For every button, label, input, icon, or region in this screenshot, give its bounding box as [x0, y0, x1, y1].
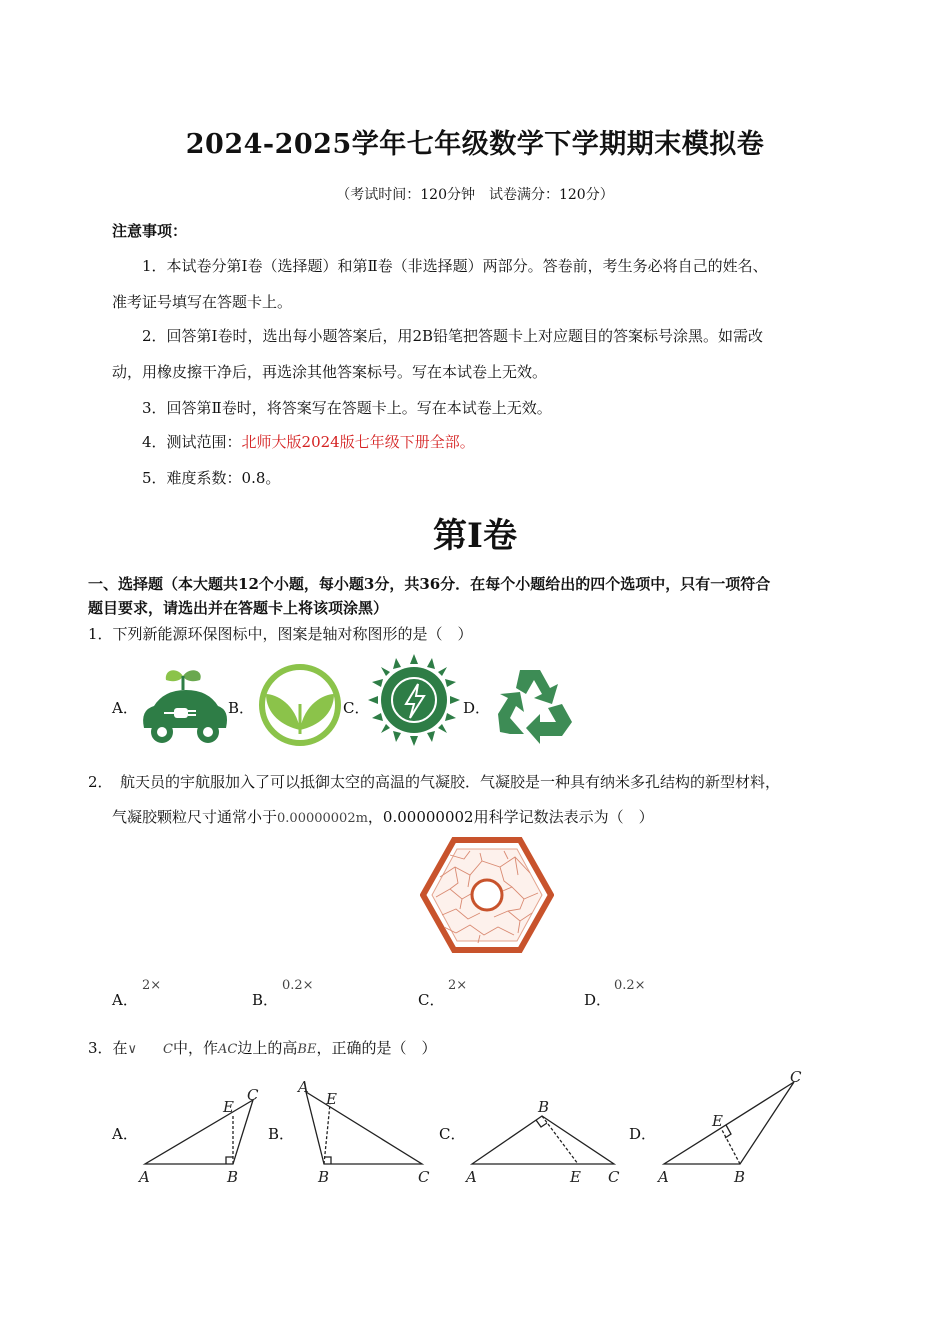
- test-scope: 北师大版2024版七年级下册全部: [241, 433, 460, 451]
- q3-math-be: BE: [297, 1042, 317, 1057]
- q3-option-c: C．: [439, 1125, 466, 1143]
- q3-math-triangle: ∨ C: [127, 1042, 174, 1057]
- section-title: 第Ⅰ卷: [433, 516, 517, 556]
- q2-option-c-math: 2×: [448, 978, 468, 993]
- part1-heading: 一、选择题（本大题共12个小题，每小题3分，共36分．在每个小题给出的四个选项中，只有一项符合 题目要求，请选出并在答题卡上将该项涂黑）: [88, 575, 771, 617]
- q3-figure-d: [654, 1068, 808, 1188]
- notice-item-3: 3．回答第Ⅱ卷时，将答案写在答题卡上。写在本试卷上无效。: [142, 399, 552, 417]
- label-c: C: [418, 1168, 430, 1186]
- notice-item-4: 4．测试范围：北师大版2024版七年级下册全部。: [142, 433, 475, 451]
- q2-option-c: C．: [418, 991, 445, 1009]
- label-e: E: [223, 1098, 234, 1116]
- q1-option-c: C．: [343, 699, 370, 717]
- exam-info: （考试时间：120分钟 试卷满分：120分）: [336, 187, 614, 203]
- q1-stem: 1．下列新能源环保图标中，图案是轴对称图形的是（ ）: [88, 625, 473, 643]
- eco-car-icon: [136, 668, 231, 748]
- label-e: E: [570, 1168, 581, 1186]
- q2-stem-line2: 气凝胶颗粒尺寸通常小于0.00000002m，0.00000002用科学记数法表示为（ ）: [112, 808, 654, 826]
- label-a: A: [139, 1168, 150, 1186]
- q3-figure-c: [462, 1096, 626, 1188]
- q2-option-a-math: 2×: [142, 978, 162, 993]
- q3-option-b: B．: [268, 1125, 295, 1143]
- label-c: C: [608, 1168, 620, 1186]
- q1-option-d: D．: [463, 699, 491, 717]
- q3-figure-a: [135, 1082, 265, 1188]
- notice-item-5: 5．难度系数：0.8。: [142, 469, 281, 487]
- q3-option-d: D．: [629, 1125, 657, 1143]
- label-e: E: [326, 1090, 337, 1108]
- label-e: E: [712, 1112, 723, 1130]
- q3-stem: 3．在∨ C中，作AC边上的高BE，正确的是（ ）: [88, 1039, 437, 1057]
- label-a: A: [658, 1168, 669, 1186]
- solar-energy-icon: [368, 654, 460, 746]
- aerogel-hexagon-image: [420, 837, 554, 953]
- q3-math-ac: AC: [218, 1042, 238, 1057]
- q3-figure-b: [292, 1074, 437, 1188]
- q2-option-d-math: 0.2×: [614, 978, 646, 993]
- label-c: C: [790, 1068, 802, 1086]
- label-a: A: [298, 1078, 309, 1096]
- q2-option-b: B．: [252, 991, 279, 1009]
- q3-option-a: A．: [112, 1125, 138, 1143]
- label-b: B: [318, 1168, 330, 1186]
- label-b: B: [538, 1098, 550, 1116]
- page-title: 2024-2025学年七年级数学下学期期末模拟卷: [185, 129, 765, 160]
- q2-option-d: D．: [584, 991, 612, 1009]
- recycle-icon: [490, 664, 578, 746]
- notice-heading: 注意事项：: [112, 222, 188, 240]
- q2-stem-line1: 2． 航天员的宇航服加入了可以抵御太空的高温的气凝胶．气凝胶是一种具有纳米多孔结构的新型材料，: [88, 773, 781, 791]
- label-c: C: [247, 1086, 259, 1104]
- notice-item-2: 2．回答第Ⅰ卷时，选出每小题答案后，用2B铅笔把答题卡上对应题目的答案标号涂黑。如需改 动，用橡皮擦干净后，再选涂其他答案标号。写在本试卷上无效。: [112, 327, 764, 381]
- label-b: B: [734, 1168, 746, 1186]
- q2-math-value: 0.00000002m: [277, 811, 368, 826]
- q2-option-a: A．: [112, 991, 138, 1009]
- q2-option-b-math: 0.2×: [282, 978, 314, 993]
- notice-item-1: 1．本试卷分第Ⅰ卷（选择题）和第Ⅱ卷（非选择题）两部分。答卷前，考生务必将自己的姓名、 准考证号填写在答题卡上。: [112, 257, 768, 311]
- label-a: A: [466, 1168, 477, 1186]
- label-b: B: [227, 1168, 239, 1186]
- leaf-circle-icon: [256, 664, 344, 746]
- q1-option-b: B．: [228, 699, 255, 717]
- q1-option-a: A．: [112, 699, 138, 717]
